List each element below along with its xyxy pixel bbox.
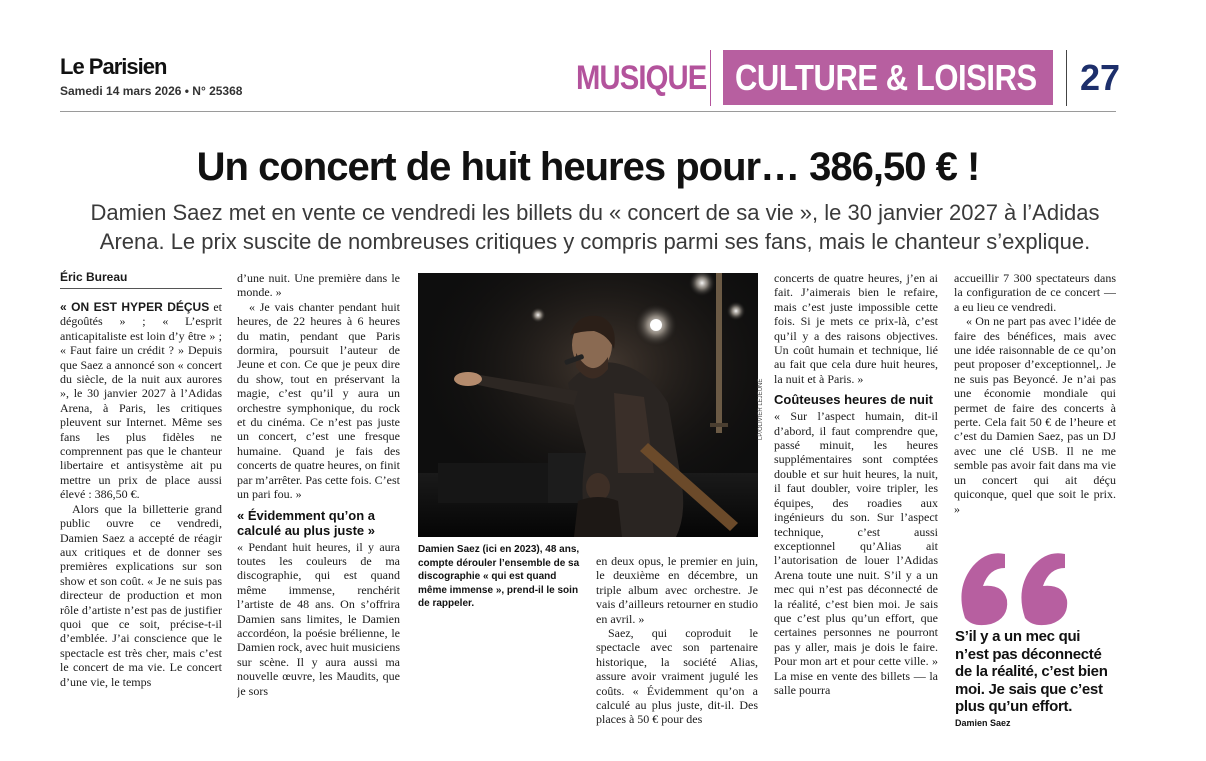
article-column-1 bbox=[60, 300, 222, 740]
paragraph: « On ne part pas avec l’idée de faire des bénéfices, mais avec une idée raisonnable de ce qu’on peut proposer d’exceptionnel,. Je ne suis pas Beyoncé. Je n’ai pas une économie mondiale qui permet de faire des concerts à perte. Cela fait 50 € de l’heure et c’est du Damien Saez, pas un DJ avec une clé USB. Il ne me semble pas avoir fait dans ma vie un concert qui ait déçu quiconque, quel que soit le prix. » bbox=[954, 314, 1116, 516]
paragraph: Saez, qui coproduit le spectacle avec son partenaire historique, la société Alias, assure avoir vraiment jugulé les coûts. « Évidemment qu’on a calculé au plus juste, dit-il. Des places à 50 € pour des bbox=[596, 626, 758, 727]
section-banner-label: CULTURE & LOISIRS bbox=[735, 57, 1037, 98]
section-divider bbox=[710, 50, 711, 106]
article-column-3 bbox=[596, 554, 758, 734]
byline: Éric Bureau bbox=[60, 270, 128, 284]
page-number-divider bbox=[1066, 50, 1067, 106]
section-banner-culture bbox=[723, 50, 1053, 105]
quote-mark-icon bbox=[955, 548, 1073, 628]
pull-quote: S’il y a un mec qui n’est pas déconnecté de la réalité, c’est bien moi. Je sais que c’est plus qu’un effort. bbox=[955, 628, 1108, 715]
paragraph: Alors que la billetterie grand public ouvre ce vendredi, Damien Saez a accepté de réagir aux critiques et de donner ses premières explications sur son show et son coût. « Je ne suis pas directeur de production et mon rôle d’artiste n’est pas de justifier quoi que ce soit, précise-t-il d’emblée. J’ai conscience que le spectacle est très cher, mais c’est le concert de ma vie. Le concert d’une vie, le temps bbox=[60, 501, 222, 689]
article-column-4 bbox=[774, 271, 938, 731]
subheading: Coûteuses heures de nuit bbox=[774, 392, 933, 408]
photo-credit: LP/OLIVIER LEJEUNE bbox=[758, 378, 764, 440]
paragraph: concerts de quatre heures, j’en ai fait. J’aimerais bien le refaire, mais c’est juste impossible cette fois. Si je mets ce prix-là, c’est qu’il y a des raisons objectives. Un coût humain et technique, lié au fait que cela dure huit heures, la nuit et à Paris. » bbox=[774, 271, 938, 386]
concert-photo-illustration bbox=[418, 273, 758, 537]
paragraph: « Sur l’aspect humain, dit-il d’abord, il faut comprendre que, passé minuit, les heures supplémentaires sont comptées double et sur huit heures, la nuit, il faut doubler, voire tripler, les équipes, des roadies aux ingénieurs du son. Sur l’aspect technique, c’est aussi exceptionnel qu’Alias ait l’autorisation de louer l’Adidas Arena toute une nuit. S’il y a un mec qui n’est pas déconnecté de la réalité, c’est bien moi. Je sais que c’est plus qu’un effort, que certaines personnes ne pourront pas y aller, mais je dois le faire. Pour mon art et pour cette ville. » La mise en vente des billets — la salle pourra bbox=[774, 409, 938, 697]
byline-rule bbox=[60, 288, 222, 289]
pull-quote-attribution: Damien Saez bbox=[955, 718, 1011, 728]
photo-caption: Damien Saez (ici en 2023), 48 ans, compte dérouler l’ensemble de sa discographie « qui est quand même immense », prend-il le soin de rappeler. bbox=[418, 544, 580, 609]
article-column-5 bbox=[954, 271, 1116, 531]
article-standfirst: Damien Saez met en vente ce vendredi les billets du « concert de sa vie », le 30 janvier 2027 à l’Adidas Arena. Le prix suscite de nombreuses critiques y compris parmi ses fans, mais le chanteur s’explique. bbox=[90, 200, 1100, 254]
subheading: « Évidemment qu’on a calculé au plus juste » bbox=[237, 507, 375, 538]
article-photo bbox=[418, 273, 758, 537]
section-label-musique: MUSIQUE bbox=[576, 59, 707, 97]
article-headline: Un concert de huit heures pour… 386,50 € ! bbox=[196, 145, 980, 189]
newspaper-logo: Le Parisien bbox=[60, 54, 167, 79]
paragraph: accueillir 7 300 spectateurs dans la configuration de ce concert — a eu lieu ce vendredi. bbox=[954, 271, 1116, 314]
page-number: 27 bbox=[1080, 57, 1121, 98]
lede-body: et dégoûtés » ; « L’esprit anticapitaliste est loin d’y être » ; « Faut faire un crédit ? » Depuis que Saez a annoncé son « concert du siècle, de la nuit aux aurores », le 30 janvier 2027 à l’Adidas Arena, à Paris, les critiques pleuvent sur Internet. Même ses fans les plus fidèles ne comprennent pas que le chanteur libertaire et antisystème ait pu mettre un prix de place aussi élevé : 386,50 €. bbox=[60, 300, 222, 502]
paragraph: « Je vais chanter pendant huit heures, de 22 heures à 6 heures du matin, pendant que Paris dormira, poursuit l’auteur de Jeune et con. Ce que je peux dire du show, tout en préservant la magie, c’est qu’il y aura un orchestre symphonique, du rock et du cinéma. Ce n’est pas juste un concert, c’est une fresque humaine. Quand je fais des concerts de quatre heures, on finit par m’arrêter. Pas cette fois. C’est un pari fou. » bbox=[237, 299, 400, 502]
paragraph: en deux opus, le premier en juin, le deuxième en décembre, un triple album avec orchestre. Je vais d’ailleurs retourner en studio en avril. » bbox=[596, 554, 758, 626]
article-column-2 bbox=[237, 271, 400, 731]
lede-paragraph bbox=[60, 300, 222, 502]
paragraph: d’une nuit. Une première dans le monde. » bbox=[237, 271, 400, 300]
header-rule bbox=[60, 111, 1116, 112]
paragraph: « Pendant huit heures, il y aura toutes les couleurs de ma discographie, qui est quand même immense, renchérit l’artiste de 48 ans. On s’offrira Damien sans limites, le Damien accordéon, la poésie brélienne, le Damien rock, avec huit musiciens sur scène. Il y aura aussi ma nouvelle œuvre, les Maudits, que je sors bbox=[237, 539, 400, 698]
dateline: Samedi 14 mars 2026 • N° 25368 bbox=[60, 84, 243, 98]
lede-dropcap-text: « ON EST HYPER DÉÇUS bbox=[60, 300, 210, 314]
